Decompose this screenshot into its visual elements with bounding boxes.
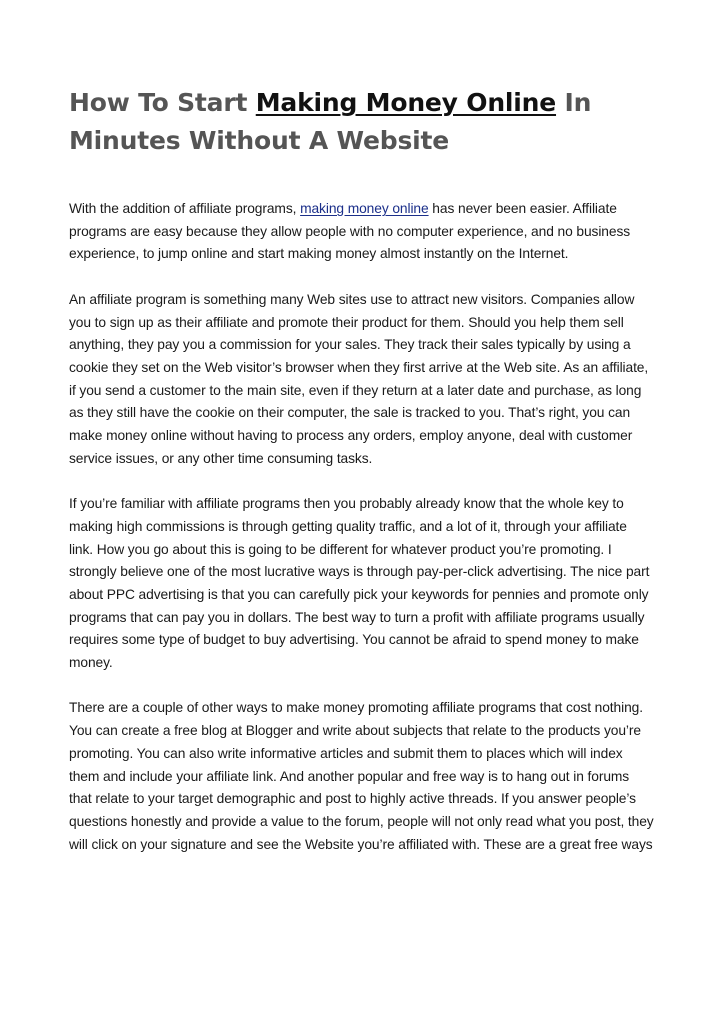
paragraph-4: There are a couple of other ways to make money promoting affiliate programs that cost nothing. You can create a free blog at Blogger and write about subjects that relate to the products you’re promoting. You can also write informative articles and submit them to places which will index them and include your affiliate link. And another popular and free way is to hang out in forums that relate to your target demographic and post to highly active threads. If you answer people’s questions honestly and provide a value to the forum, people will not only read what you post, they will click on your signature and see the Website you’re affiliated with. These are a great free ways <box>69 700 654 852</box>
paragraph-1-before: With the addition of affiliate programs, <box>69 201 301 216</box>
paragraph-2: An affiliate program is something many Web sites use to attract new visitors. Companies allow you to sign up as their affiliate and promote their product for them. Should you help them sell anything, they pay you a commission for your sales. They track their sales typically by using a cookie they set on the Web visitor’s browser when they first arrive at the Web site. As an affiliate, if you send a customer to the main site, even if they return at a later date and purchase, as long as they still have the cookie on their computer, the sale is tracked to you. That’s right, you can make money online without having to process any orders, employ anyone, deal with customer service issues, or any other time consuming tasks. <box>69 291 649 466</box>
title-link-making-money-online[interactable]: Making Money Online <box>255 88 557 117</box>
page-title <box>69 84 669 160</box>
title-prefix: How To Start <box>69 88 256 117</box>
paragraph-1 <box>69 198 654 266</box>
title-suffix: In Minutes Without A Website <box>69 88 592 155</box>
article-body <box>69 198 654 879</box>
paragraph-1-after: has never been easier. Affiliate programs are easy because they allow people with no computer experience, and no business experience, to jump online and start making money almost instantly on the Internet. <box>69 201 631 262</box>
paragraph-3: If you’re familiar with affiliate programs then you probably already know that the whole key to making high commissions is through getting quality traffic, and a lot of it, through your affiliate link. How you go about this is going to be different for whatever product you’re promoting. I strongly believe one of the most lucrative ways is through pay-per-click advertising. The nice part about PPC advertising is that you can carefully pick your keywords for pennies and promote only programs that can pay you in dollars. The best way to turn a profit with affiliate programs usually requires some type of budget to buy advertising. You cannot be afraid to spend money to make money. <box>69 496 650 671</box>
inline-link-making-money-online[interactable]: making money online <box>300 201 429 216</box>
